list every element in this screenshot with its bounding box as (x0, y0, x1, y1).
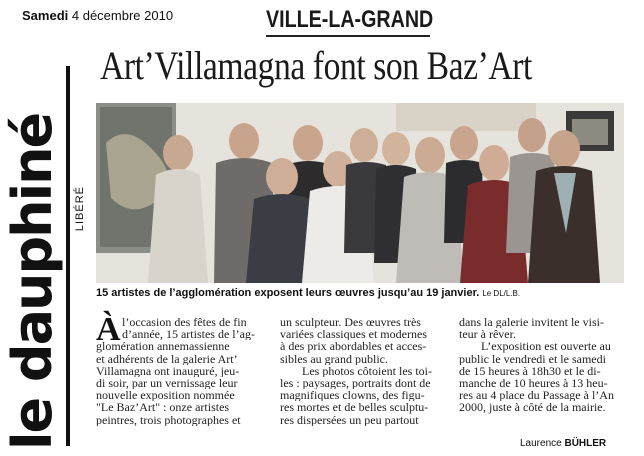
photo-credit: Le DL/L.B. (482, 289, 521, 298)
article-line: dans la galerie invitent le visi- (459, 316, 604, 329)
article-line: un sculpteur. Des œuvres très (280, 316, 421, 329)
author-last-name: BÜHLER (564, 438, 607, 449)
article-column-1 (96, 316, 272, 426)
article-line: 2000, juste à côté de la mairie. (459, 401, 606, 414)
article-line: magnifiques clowns, des figu- (280, 389, 425, 402)
article-line: et adhérents de la galerie Art’ (96, 352, 238, 365)
article-line: les : paysages, portraits dont de (280, 377, 431, 390)
article-line: nouvelle exposition nommée (96, 389, 235, 402)
article-line: public le vendredi et le samedi (459, 352, 606, 365)
issue-date-rest: 4 décembre 2010 (71, 8, 174, 23)
article-line: à des prix abordables et acces- (280, 340, 427, 353)
article-line: res mortes et de belles sculptu- (280, 401, 429, 414)
group-photo (96, 103, 624, 283)
article-line: "Le Baz’Art" : onze artistes (96, 401, 230, 414)
author-first-name: Laurence (520, 438, 562, 449)
article-line: res au 4 place du Passage à l’An (459, 389, 614, 402)
article-headline: Art’Villamagna font son Baz’Art (100, 43, 532, 88)
article-line: sibles au grand public. (280, 352, 388, 365)
issue-date (22, 8, 173, 23)
article-column-3 (459, 316, 625, 414)
article-line: d’année, 15 artistes de l’ag- (122, 328, 255, 341)
photo-caption-text: 15 artistes de l’agglomération exposent leurs œuvres jusqu’au 19 janvier. (96, 287, 480, 299)
article-line: teur à rêver. (459, 328, 516, 341)
group-photo-illustration (96, 103, 624, 283)
article-line: glomération annemassienne (96, 340, 230, 353)
article-author (520, 438, 606, 449)
article-line: variées classiques et modernes (280, 328, 427, 341)
article-line: L’exposition est ouverte au (481, 340, 611, 353)
masthead-sub: LIBÉRÉ (74, 186, 86, 232)
drop-cap: À (96, 311, 121, 348)
newspaper-logo: le dauphiné (1, 113, 64, 450)
masthead-rule (66, 66, 70, 446)
photo-caption (96, 287, 626, 299)
section-title: VILLE-LA-GRAND (266, 6, 430, 37)
article-line: Les photos côtoient les toi- (302, 364, 432, 378)
article-line: de 15 heures à 18h30 et le di- (459, 364, 601, 378)
article-line: Villamagna ont inauguré, jeu- (96, 364, 240, 378)
article-line: manche de 10 heures à 13 heu- (459, 377, 608, 390)
article-column-2 (280, 316, 442, 426)
issue-day: Samedi (22, 8, 69, 23)
article-line: peintres, trois photographes et (96, 413, 241, 426)
article-line: res dispersées un peu partout (280, 413, 419, 426)
article-line: l’occasion des fêtes de fin (122, 316, 247, 329)
article-line: di soir, par un vernissage leur (96, 377, 238, 390)
newspaper-masthead (1, 60, 94, 450)
